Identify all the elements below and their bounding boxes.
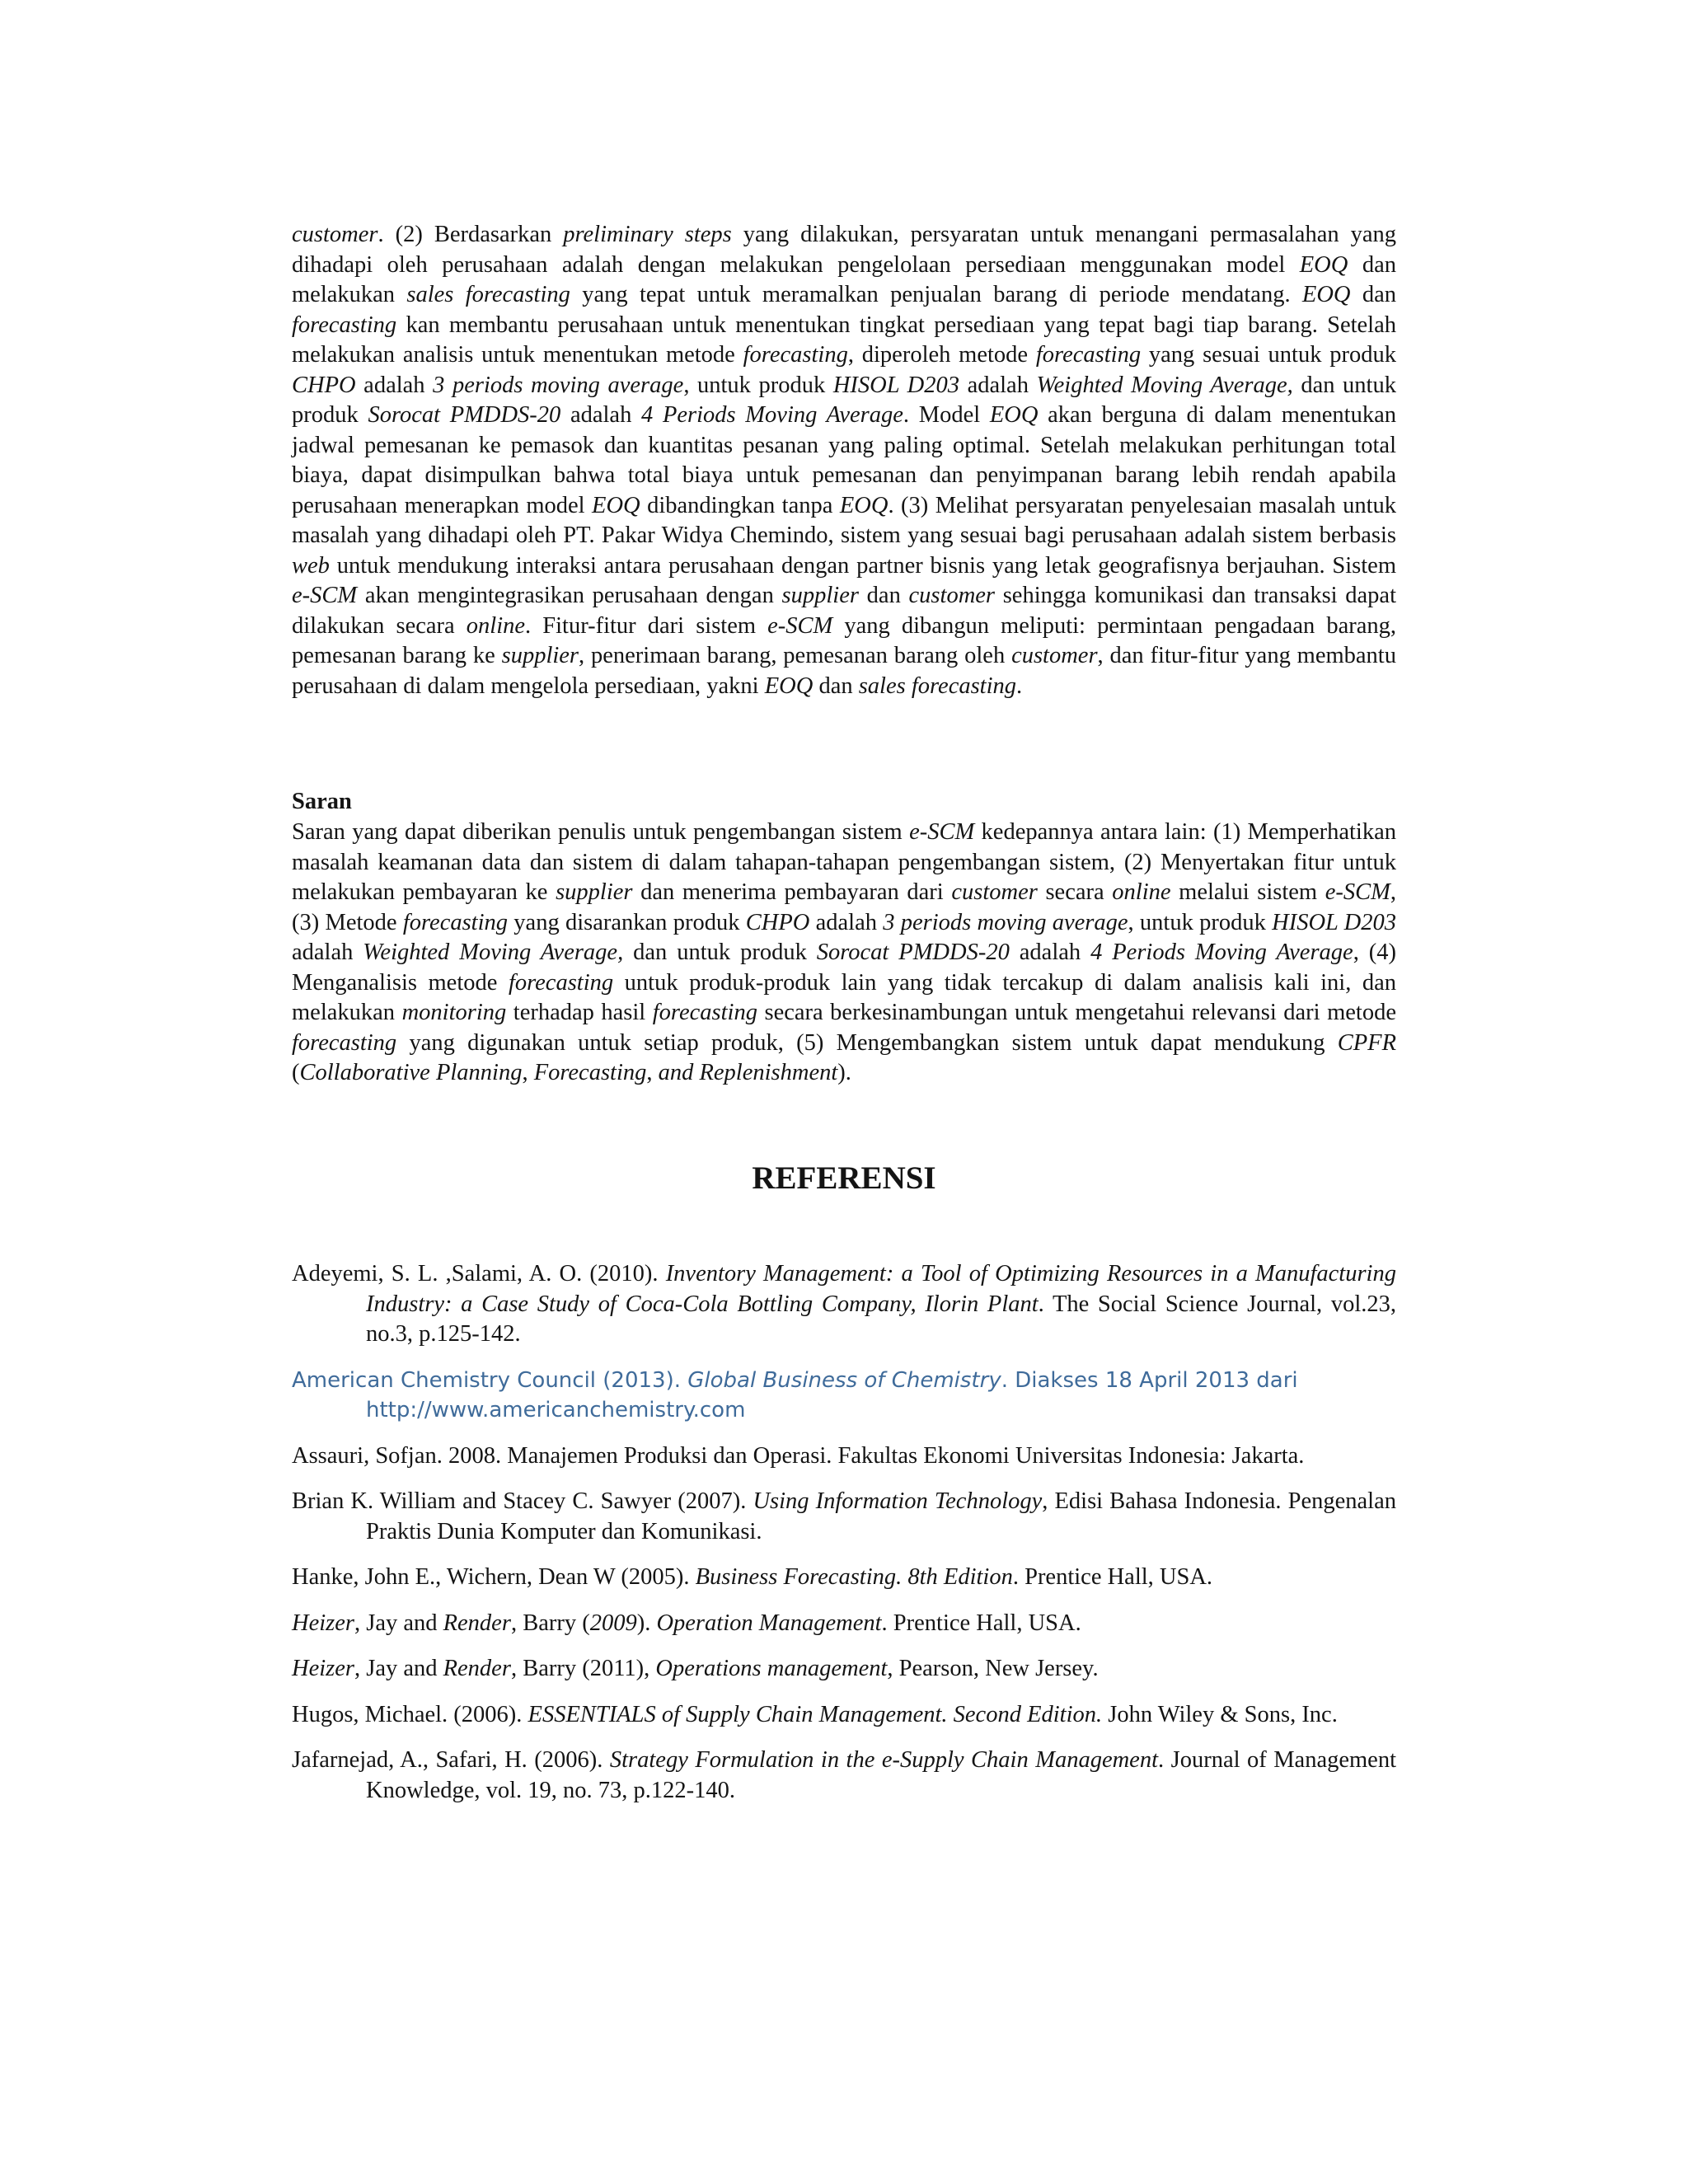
italic-text: customer — [951, 879, 1038, 905]
text-run: Jafarnejad, A., Safari, H. (2006). — [292, 1747, 610, 1773]
text-run: , Barry (2011), — [510, 1656, 656, 1681]
italic-text: EOQ — [764, 673, 814, 699]
italic-text: e-SCM — [292, 583, 358, 608]
italic-text: Using Information Technology — [753, 1488, 1043, 1514]
text-run: akan mengintegrasikan perusahaan dengan — [357, 583, 782, 608]
text-run: , Pearson, New Jersey. — [887, 1656, 1099, 1681]
italic-text: e-SCM — [767, 612, 833, 639]
text-run: , — [522, 1060, 534, 1085]
italic-text: Weighted Moving Average, — [1036, 372, 1293, 398]
italic-text: forecasting — [402, 909, 509, 935]
text-run: . Fitur-fitur dari sistem — [525, 612, 768, 639]
text-run: , penerimaan barang, pemesanan barang oleh — [579, 643, 1012, 668]
text-run: dibandingkan tanpa — [640, 492, 840, 518]
text-run: . — [1016, 673, 1023, 699]
italic-text: monitoring — [401, 1000, 507, 1025]
text-run: . The Social Science Journal, vol.23, no.3, p.125-142. — [366, 1291, 1396, 1347]
text-run: adalah — [355, 372, 434, 398]
italic-text: ESSENTIALS of Supply Chain Management. Second Edition. — [528, 1701, 1103, 1727]
italic-text: Business Forecasting. 8th Edition — [695, 1564, 1013, 1590]
text-run: , Barry ( — [510, 1610, 590, 1636]
text-run: untuk produk-produk lain yang tidak tercakup di dalam analisis kali ini, dan melakukan — [292, 969, 1396, 1025]
text-run: Hanke, John E., Wichern, Dean W (2005). — [292, 1564, 696, 1590]
italic-text: web — [292, 552, 330, 579]
text-run: Assauri, Sofjan. 2008. Manajemen Produksi dan Operasi. Fakultas Ekonomi Universitas Indonesia: Jakarta. — [292, 1442, 1305, 1469]
italic-text: forecasting — [508, 969, 614, 996]
italic-text: customer — [292, 222, 378, 247]
italic-text: e-SCM — [1325, 879, 1390, 905]
italic-text: Global Business of Chemistry — [687, 1367, 1001, 1393]
text-run: , untuk produk — [683, 372, 833, 398]
italic-text: customer — [1011, 643, 1098, 668]
italic-text: EOQ — [839, 492, 889, 518]
text-run: , (3) Metode — [292, 879, 1396, 935]
italic-text: supplier — [501, 643, 579, 668]
text-run: , untuk produk — [1128, 909, 1273, 935]
italic-text: Heizer — [292, 1656, 354, 1681]
text-run: Saran yang dapat diberikan penulis untuk pengembangan sistem — [292, 819, 910, 845]
conclusion-paragraph — [292, 220, 1396, 701]
italic-text: forecasting — [292, 312, 397, 338]
text-run: melalui sistem — [1170, 879, 1325, 905]
italic-text: Strategy Formulation in the e-Supply Chain Management — [609, 1747, 1158, 1773]
text-run: yang disarankan produk — [508, 909, 746, 935]
italic-text: CHPO — [292, 372, 356, 398]
text-run: Hugos, Michael. (2006). — [292, 1701, 528, 1727]
italic-text: Collaborative Planning — [299, 1060, 523, 1085]
saran-paragraph — [292, 818, 1396, 1089]
text-run: dan — [1350, 282, 1396, 307]
text-run: dan untuk produk — [623, 940, 817, 965]
italic-text: 2009 — [589, 1610, 637, 1636]
italic-text: preliminary steps — [563, 222, 732, 247]
italic-text: and Replenishment — [658, 1060, 838, 1085]
text-run: , Jay and — [354, 1610, 443, 1636]
text-run: , — [646, 1060, 659, 1085]
italic-text: Sorocat PMDDS-20 — [368, 402, 561, 428]
text-run: terhadap hasil — [506, 1000, 653, 1025]
italic-text: EOQ — [592, 492, 640, 518]
italic-text: Render — [443, 1656, 511, 1681]
references-title: REFERENSI — [752, 1160, 936, 1196]
italic-text: forecasting — [1035, 342, 1142, 368]
italic-text: EOQ — [1299, 251, 1348, 278]
italic-text: Inventory Management: a Tool of Optimizing Resources in a Manufacturing Industry: a Case Study of Coca-Cola Bottling Company, Ilorin Plant — [366, 1261, 1396, 1317]
reference-entry — [292, 1746, 1396, 1806]
italic-text: forecasting — [292, 1029, 397, 1056]
text-run: kedepannya antara lain: (1) Memperhatikan masalah keamanan data dan sistem di dalam tahapan-tahapan pengembangan sistem, (2) Menyertakan fitur untuk melakukan pembayaran ke — [292, 819, 1396, 905]
text-run: , dan fitur-fitur yang membantu perusahaan di dalam mengelola persediaan, yakni — [292, 643, 1396, 699]
italic-text: supplier — [556, 879, 633, 905]
text-run: . Prentice Hall, USA. — [1012, 1564, 1213, 1590]
italic-text: forecasting — [743, 342, 848, 368]
text-run: secara — [1037, 879, 1113, 905]
text-run: ). — [636, 1610, 657, 1636]
text-run: Brian K. William and Stacey C. Sawyer (2007). — [292, 1488, 753, 1514]
text-run: , Jay and — [354, 1656, 443, 1681]
text-run: . Diakses 18 April 2013 dari http://www.americanchemistry.com — [366, 1367, 1298, 1422]
italic-text: HISOL D203 — [832, 372, 959, 398]
text-run: . Model — [903, 402, 990, 428]
text-run: untuk mendukung interaksi antara perusahaan dengan partner bisnis yang letak geografisnya berjauhan. Sistem — [329, 552, 1396, 579]
italic-text: Sorocat PMDDS-20 — [816, 940, 1010, 965]
italic-text: 4 Periods Moving Average — [1090, 940, 1353, 965]
italic-text: online — [466, 612, 526, 639]
italic-text: supplier — [781, 583, 859, 608]
text-run: yang dilakukan, persyaratan untuk menangani permasalahan yang dihadapi oleh perusahaan adalah dengan melakukan pengelolaan persediaan menggunakan model — [292, 222, 1396, 278]
text-run: . Journal of Management Knowledge, vol. 19, no. 73, p.122-140. — [366, 1747, 1396, 1803]
text-run: secara berkesinambungan untuk mengetahui relevansi dari metode — [757, 1000, 1396, 1025]
italic-text: EOQ — [1301, 282, 1351, 307]
italic-text: EOQ — [989, 402, 1039, 428]
text-run: . (2) Berdasarkan — [377, 222, 564, 247]
text-run: Adeyemi, S. L. ,Salami, A. O. (2010). — [292, 1261, 666, 1286]
text-run: yang digunakan untuk setiap produk, (5) Mengembangkan sistem untuk dapat mendukung — [396, 1029, 1338, 1056]
text-run: John Wiley & Sons, Inc. — [1102, 1701, 1338, 1727]
italic-text: CHPO — [745, 909, 810, 935]
text-run: adalah — [1009, 940, 1091, 965]
reference-entry — [292, 1487, 1396, 1547]
text-run: adalah — [560, 402, 642, 428]
reference-entry — [292, 1259, 1396, 1350]
text-run: dan — [813, 673, 859, 699]
text-run: ( — [292, 1060, 300, 1085]
text-run: adalah — [959, 372, 1037, 398]
references-list — [292, 1259, 1396, 1821]
italic-text: sales forecasting — [406, 282, 570, 307]
italic-text: Weighted Moving Average, — [363, 940, 624, 965]
italic-text: 3 periods moving average — [433, 372, 684, 398]
text-run: , (4) Menganalisis metode — [292, 940, 1396, 996]
italic-text: e-SCM — [909, 819, 975, 845]
italic-text: Heizer — [292, 1610, 354, 1636]
italic-text: sales forecasting — [858, 673, 1017, 699]
text-run: yang dibangun meliputi: permintaan pengadaan barang, pemesanan barang ke — [292, 612, 1396, 668]
text-run: dan menerima pembayaran dari — [632, 879, 952, 905]
reference-entry — [292, 1563, 1396, 1593]
text-run: ). — [837, 1060, 851, 1085]
italic-text: Render — [443, 1610, 511, 1636]
text-run: akan berguna di dalam menentukan jadwal pemesanan ke pemasok dan kuantitas pesanan yang paling optimal. Setelah melakukan perhitungan total biaya, dapat disimpulkan bahwa total biaya untuk pemesanan dan penyimpanan barang lebih rendah apabila perusahaan menerapkan model — [292, 402, 1396, 518]
text-run: . Prentice Hall, USA. — [881, 1610, 1081, 1636]
text-run: dan — [858, 583, 909, 608]
reference-entry — [292, 1441, 1396, 1472]
saran-section — [292, 818, 1396, 1089]
reference-entry — [292, 1609, 1396, 1639]
text-run: adalah — [809, 909, 884, 935]
reference-entry — [292, 1654, 1396, 1685]
saran-heading: Saran — [292, 789, 352, 814]
italic-text: Operation Management — [656, 1610, 882, 1636]
text-run: dan melakukan — [292, 251, 1396, 307]
text-run: dan untuk produk — [292, 372, 1396, 428]
conclusion-section — [292, 220, 1396, 701]
italic-text: online — [1112, 879, 1171, 905]
italic-text: customer — [908, 583, 996, 608]
italic-text: CPFR — [1337, 1029, 1396, 1056]
italic-text: HISOL D203 — [1272, 909, 1396, 935]
reference-entry — [292, 1700, 1396, 1731]
text-run: yang tepat untuk meramalkan penjualan barang di periode mendatang. — [570, 282, 1302, 307]
italic-text: forecasting — [652, 1000, 757, 1025]
reference-entry — [292, 1366, 1396, 1426]
text-run: adalah — [292, 940, 363, 965]
text-run: kan membantu perusahaan untuk menentukan tingkat persediaan yang tepat bagi tiap barang. Setelah melakukan analisis untuk menentukan metode — [292, 312, 1396, 368]
text-run: sehingga komunikasi dan transaksi dapat dilakukan secara — [292, 583, 1397, 639]
italic-text: 3 periods moving average — [883, 909, 1128, 935]
italic-text: Operations management — [655, 1656, 888, 1681]
text-run: American Chemistry Council (2013). — [292, 1367, 688, 1393]
text-run: . (3) Melihat persyaratan penyelesaian masalah untuk masalah yang dihadapi oleh PT. Pakar Widya Chemindo, sistem yang sesuai bagi perusahaan adalah sistem berbasis — [292, 492, 1396, 548]
text-run: yang sesuai untuk produk — [1141, 342, 1396, 368]
italic-text: Forecasting — [533, 1060, 647, 1085]
text-run: , diperoleh metode — [847, 342, 1036, 368]
italic-text: 4 Periods Moving Average — [641, 402, 903, 428]
text-run: , Edisi Bahasa Indonesia. Pengenalan Praktis Dunia Komputer dan Komunikasi. — [366, 1488, 1396, 1544]
